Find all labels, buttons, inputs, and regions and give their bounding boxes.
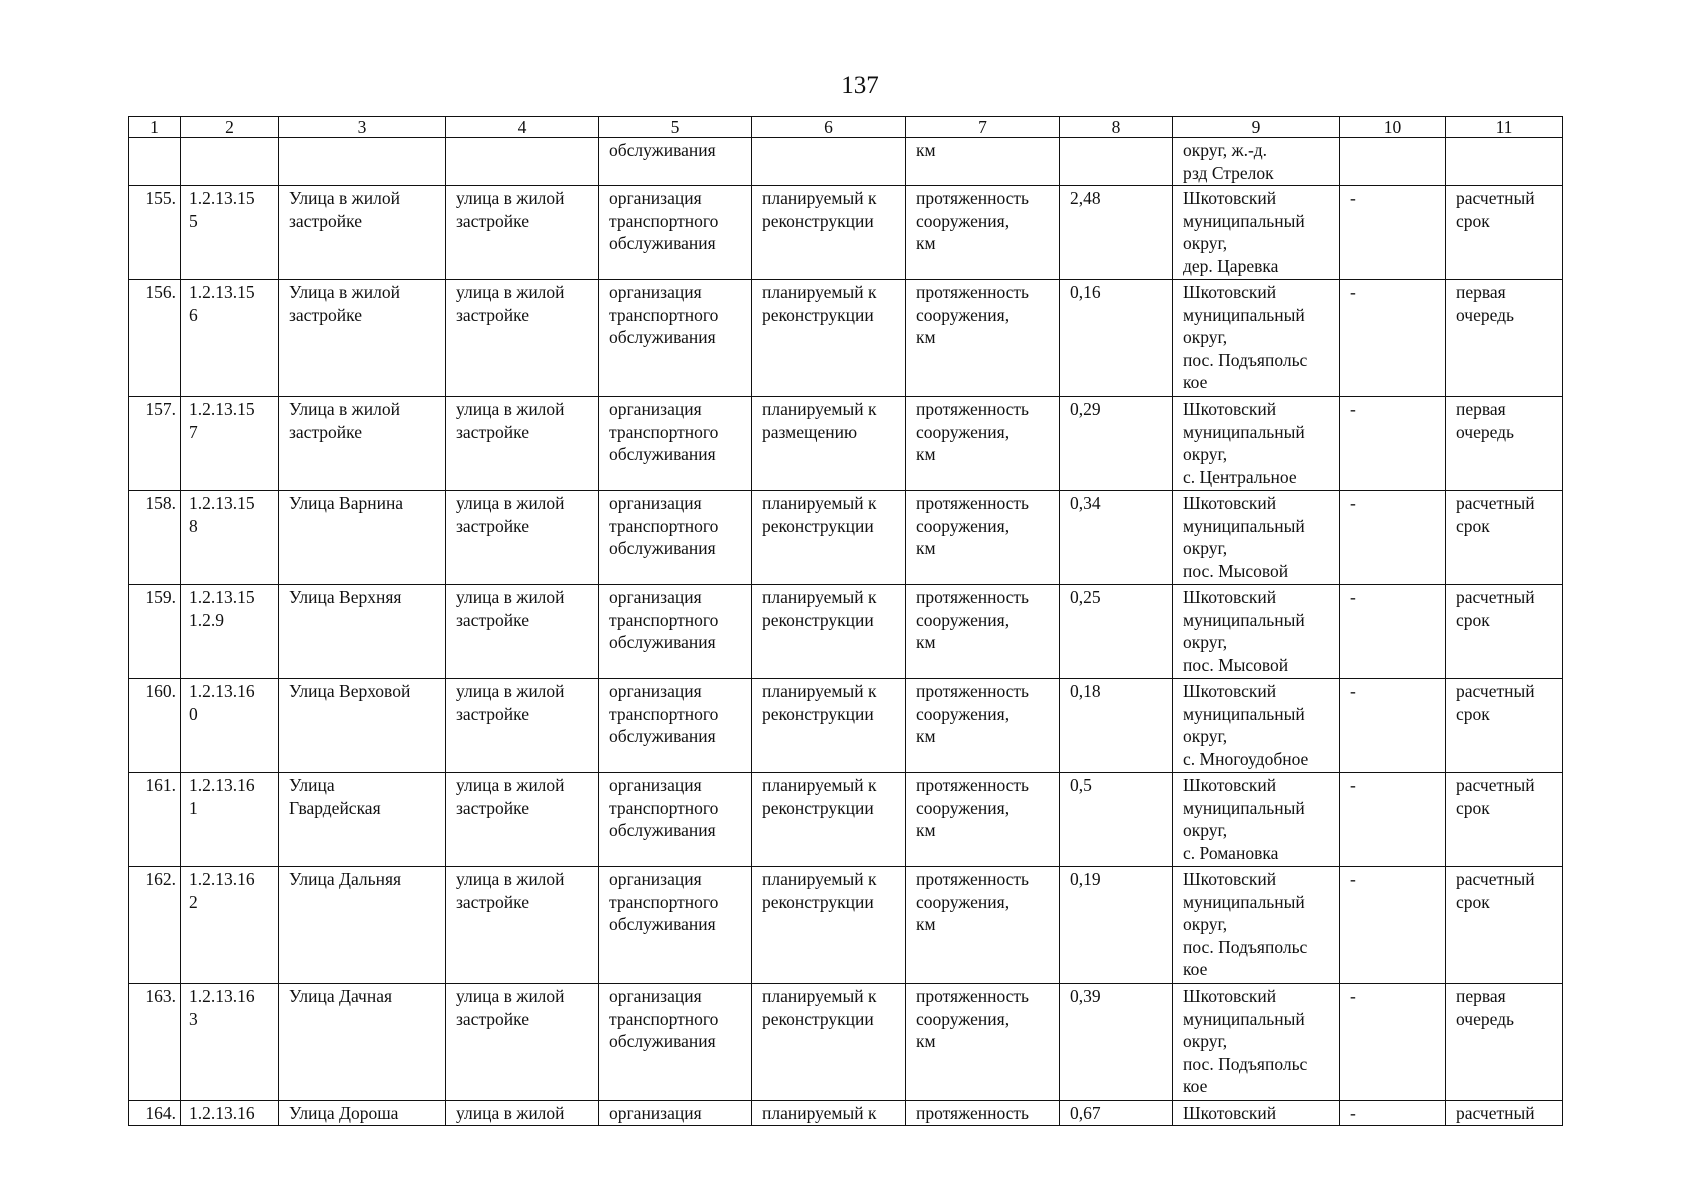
- table-cell: 11: [1446, 117, 1563, 138]
- table-cell: 4: [446, 117, 599, 138]
- table-cell: планируемый к реконструкции: [752, 491, 906, 585]
- table-cell: округ, ж.-д. рзд Стрелок: [1173, 138, 1340, 186]
- table-cell: 1.2.13.15 6: [181, 280, 279, 397]
- table-cell: -: [1340, 679, 1446, 773]
- table-cell: [446, 138, 599, 186]
- table-cell: 0,34: [1060, 491, 1173, 585]
- continuation-row: [129, 138, 1563, 186]
- table-cell: расчетный срок: [1446, 679, 1563, 773]
- table-row: [129, 585, 1563, 679]
- table-cell: улица в жилой застройке: [446, 186, 599, 280]
- table-cell: 0,29: [1060, 397, 1173, 491]
- table-cell: -: [1340, 984, 1446, 1101]
- table-cell: протяженность сооружения, км: [906, 186, 1060, 280]
- table-cell: 10: [1340, 117, 1446, 138]
- table-cell: -: [1340, 186, 1446, 280]
- table-cell: расчетный срок: [1446, 186, 1563, 280]
- table-cell: 0,67: [1060, 1101, 1173, 1126]
- table-cell: улица в жилой застройке: [446, 397, 599, 491]
- table-cell: Шкотовский муниципальный округ, с. Центральное: [1173, 397, 1340, 491]
- table-cell: [129, 138, 181, 186]
- table-cell: протяженность сооружения, км: [906, 773, 1060, 867]
- table-row: [129, 397, 1563, 491]
- table-cell: [1446, 138, 1563, 186]
- table-cell: расчетный срок: [1446, 585, 1563, 679]
- table-cell: протяженность сооружения, км: [906, 585, 1060, 679]
- table-cell: 161.: [129, 773, 181, 867]
- table-cell: 1.2.13.16 1: [181, 773, 279, 867]
- table-cell: Шкотовский муниципальный округ, пос. Подъяпольс кое: [1173, 867, 1340, 984]
- table-cell: организация транспортного обслуживания: [599, 679, 752, 773]
- table-cell: Улица в жилой застройке: [279, 186, 446, 280]
- table-cell: 1.2.13.16 3: [181, 984, 279, 1101]
- table-cell: [1340, 138, 1446, 186]
- table-cell: улица в жилой: [446, 1101, 599, 1126]
- table-cell: 9: [1173, 117, 1340, 138]
- table-cell: протяженность сооружения, км: [906, 280, 1060, 397]
- table-cell: Шкотовский муниципальный округ, дер. Царевка: [1173, 186, 1340, 280]
- table-cell: организация транспортного обслуживания: [599, 186, 752, 280]
- table-cell: 159.: [129, 585, 181, 679]
- table-cell: -: [1340, 491, 1446, 585]
- table-cell: 0,19: [1060, 867, 1173, 984]
- table-cell: 0,25: [1060, 585, 1173, 679]
- table-cell: 0,18: [1060, 679, 1173, 773]
- table-cell: улица в жилой застройке: [446, 867, 599, 984]
- table-cell: 1.2.13.15 7: [181, 397, 279, 491]
- table-cell: 8: [1060, 117, 1173, 138]
- table-cell: Улица Верховой: [279, 679, 446, 773]
- table-cell: улица в жилой застройке: [446, 773, 599, 867]
- table-cell: 155.: [129, 186, 181, 280]
- table-cell: расчетный: [1446, 1101, 1563, 1126]
- objects-table: [128, 116, 1563, 1126]
- table-cell: организация транспортного обслуживания: [599, 280, 752, 397]
- table-cell: 1.2.13.16 2: [181, 867, 279, 984]
- table-cell: организация транспортного обслуживания: [599, 585, 752, 679]
- table-row: [129, 186, 1563, 280]
- table-row: [129, 491, 1563, 585]
- table-cell: улица в жилой застройке: [446, 984, 599, 1101]
- table-row: [129, 984, 1563, 1101]
- table-cell: первая очередь: [1446, 397, 1563, 491]
- header-row: [129, 117, 1563, 138]
- table-cell: -: [1340, 280, 1446, 397]
- table-cell: организация транспортного обслуживания: [599, 773, 752, 867]
- table-cell: 7: [906, 117, 1060, 138]
- table-cell: планируемый к реконструкции: [752, 585, 906, 679]
- table-cell: Шкотовский муниципальный округ, с. Романовка: [1173, 773, 1340, 867]
- table-cell: расчетный срок: [1446, 491, 1563, 585]
- table-cell: [181, 138, 279, 186]
- table-cell: Улица Варнина: [279, 491, 446, 585]
- table-cell: 1.2.13.16: [181, 1101, 279, 1126]
- table-cell: Шкотовский муниципальный округ, пос. Мысовой: [1173, 585, 1340, 679]
- table-cell: организация: [599, 1101, 752, 1126]
- table-cell: 6: [752, 117, 906, 138]
- table-cell: [1060, 138, 1173, 186]
- table-cell: 164.: [129, 1101, 181, 1126]
- table-cell: 2,48: [1060, 186, 1173, 280]
- table-cell: Улица Дачная: [279, 984, 446, 1101]
- table-cell: Шкотовский: [1173, 1101, 1340, 1126]
- table-cell: протяженность сооружения, км: [906, 491, 1060, 585]
- table-cell: планируемый к размещению: [752, 397, 906, 491]
- table-cell: 158.: [129, 491, 181, 585]
- table-cell: 1.2.13.15 5: [181, 186, 279, 280]
- table-cell: 156.: [129, 280, 181, 397]
- table-cell: улица в жилой застройке: [446, 280, 599, 397]
- table-cell: 2: [181, 117, 279, 138]
- table-cell: расчетный срок: [1446, 867, 1563, 984]
- table-cell: 0,39: [1060, 984, 1173, 1101]
- table-cell: планируемый к реконструкции: [752, 984, 906, 1101]
- table-cell: протяженность сооружения, км: [906, 867, 1060, 984]
- table-cell: Улица в жилой застройке: [279, 397, 446, 491]
- table-cell: 1.2.13.16 0: [181, 679, 279, 773]
- table-row: [129, 679, 1563, 773]
- table-cell: протяженность сооружения, км: [906, 397, 1060, 491]
- table-cell: планируемый к реконструкции: [752, 186, 906, 280]
- table-cell: -: [1340, 1101, 1446, 1126]
- table-cell: улица в жилой застройке: [446, 491, 599, 585]
- table-cell: Шкотовский муниципальный округ, пос. Мысовой: [1173, 491, 1340, 585]
- table-cell: км: [906, 138, 1060, 186]
- table-cell: улица в жилой застройке: [446, 585, 599, 679]
- table-cell: улица в жилой застройке: [446, 679, 599, 773]
- table-row: [129, 773, 1563, 867]
- table-cell: 3: [279, 117, 446, 138]
- table-cell: 160.: [129, 679, 181, 773]
- table-cell: Улица Дороша: [279, 1101, 446, 1126]
- table-cell: организация транспортного обслуживания: [599, 491, 752, 585]
- table-cell: 1.2.13.15 8: [181, 491, 279, 585]
- table-cell: первая очередь: [1446, 280, 1563, 397]
- table-cell: первая очередь: [1446, 984, 1563, 1101]
- table-cell: 1: [129, 117, 181, 138]
- table-cell: Улица в жилой застройке: [279, 280, 446, 397]
- table-cell: планируемый к реконструкции: [752, 679, 906, 773]
- table-cell: -: [1340, 867, 1446, 984]
- table-cell: Шкотовский муниципальный округ, пос. Подъяпольс кое: [1173, 280, 1340, 397]
- table-row: [129, 867, 1563, 984]
- table-cell: 163.: [129, 984, 181, 1101]
- table-cell: Улица Гвардейская: [279, 773, 446, 867]
- table-cell: протяженность сооружения, км: [906, 984, 1060, 1101]
- table-cell: 157.: [129, 397, 181, 491]
- table-cell: обслуживания: [599, 138, 752, 186]
- table-cell: планируемый к реконструкции: [752, 280, 906, 397]
- table-cell: Улица Дальняя: [279, 867, 446, 984]
- table-cell: протяженность: [906, 1101, 1060, 1126]
- table-cell: Шкотовский муниципальный округ, пос. Подъяпольс кое: [1173, 984, 1340, 1101]
- table-cell: 1.2.13.15 1.2.9: [181, 585, 279, 679]
- table-cell: организация транспортного обслуживания: [599, 867, 752, 984]
- table-cell: организация транспортного обслуживания: [599, 984, 752, 1101]
- table-row: [129, 1101, 1563, 1126]
- table-cell: -: [1340, 773, 1446, 867]
- table-cell: планируемый к реконструкции: [752, 867, 906, 984]
- table-cell: [752, 138, 906, 186]
- table-cell: [279, 138, 446, 186]
- table-cell: -: [1340, 397, 1446, 491]
- table-cell: организация транспортного обслуживания: [599, 397, 752, 491]
- page-number: 137: [841, 72, 879, 99]
- table-cell: планируемый к реконструкции: [752, 773, 906, 867]
- table-cell: Улица Верхняя: [279, 585, 446, 679]
- table-cell: расчетный срок: [1446, 773, 1563, 867]
- table-cell: 162.: [129, 867, 181, 984]
- table-row: [129, 280, 1563, 397]
- table-cell: 0,5: [1060, 773, 1173, 867]
- table-cell: Шкотовский муниципальный округ, с. Многоудобное: [1173, 679, 1340, 773]
- table-cell: 0,16: [1060, 280, 1173, 397]
- table-cell: 5: [599, 117, 752, 138]
- table-cell: -: [1340, 585, 1446, 679]
- table-cell: планируемый к: [752, 1101, 906, 1126]
- table-cell: протяженность сооружения, км: [906, 679, 1060, 773]
